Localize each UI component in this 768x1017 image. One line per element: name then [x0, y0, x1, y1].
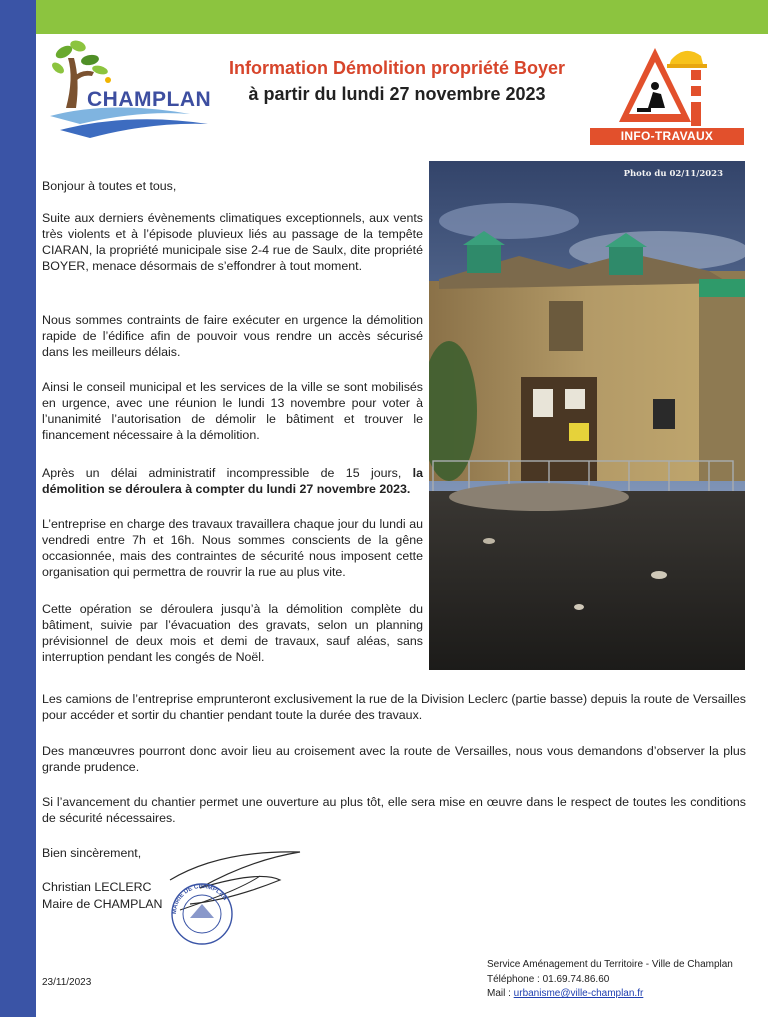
logo-text: CHAMPLAN	[87, 88, 212, 111]
paragraph-schedule: L’entreprise en charge des travaux travaillera chaque jour du lundi au vendredi entre 7h et 16h. Nous sommes conscients de la gêne occasionnée, mais des contraintes de sécurité nous imposent cette organisation qui permettra de rouvrir la rue au plus vite.	[42, 517, 423, 580]
footer-mail-label: Mail :	[487, 988, 514, 999]
paragraph-duration: Cette opération se déroulera jusqu’à la démolition complète du bâtiment, suivie par l’évacuation des gravats, selon un planning prévisionnel de deux mois et demi de travaux, sauf aléas, sans interruption pendant les congés de Noël.	[42, 602, 423, 665]
building-photo	[429, 161, 745, 670]
champlan-logo	[50, 38, 212, 144]
top-green-band	[36, 0, 768, 34]
start-date-intro: Après un délai administratif incompressible de 15 jours,	[42, 466, 413, 480]
page-title: Information Démolition propriété Boyer	[228, 58, 566, 78]
signer-name: Christian LECLERC	[42, 880, 152, 894]
footer-service: Service Aménagement du Territoire - Ville de Champlan	[487, 959, 733, 970]
document-date: 23/11/2023	[42, 977, 92, 988]
stamp-text: MAIRIE DE CHAMPLAN	[171, 883, 228, 915]
paragraph-urgency: Nous sommes contraints de faire exécuter en urgence la démolition rapide de l’édifice afin de pouvoir vous rendre un accès sécurisé dans les meilleurs délais.	[42, 313, 423, 360]
greeting: Bonjour à toutes et tous,	[42, 179, 177, 193]
start-date-highlight: la démolition se déroulera à compter du lundi 27 novembre 2023.	[42, 466, 423, 497]
paragraph-storm: Suite aux derniers évènements climatiques exceptionnels, aux vents très violents et à l’épisode pluvieux liés au passage de la tempête CIARAN, la propriété municipale sise 2-4 rue de Saulx, dite propriété BOYER, menace désormais de s’effondrer à tout moment.	[42, 211, 423, 274]
left-sidebar-band	[0, 0, 36, 1017]
footer-contact	[487, 958, 733, 1002]
paragraph-start-date	[42, 465, 423, 497]
page-subtitle: à partir du lundi 27 novembre 2023	[248, 84, 546, 104]
closing: Bien sincèrement,	[42, 846, 142, 860]
info-travaux-badge: INFO-TRAVAUX	[590, 128, 744, 145]
footer-phone: Téléphone : 01.69.74.86.60	[487, 973, 610, 985]
photo-caption: Photo du 02/11/2023	[623, 169, 723, 179]
paragraph-trucks: Les camions de l’entreprise emprunteront exclusivement la rue de la Division Leclerc (partie basse) depuis la route de Versailles pour accéder et sortir du chantier pendant toute la durée des travaux.	[42, 692, 746, 723]
paragraph-early-opening: Si l’avancement du chantier permet une ouverture au plus tôt, elle sera mise en œuvre dans le respect de toutes les conditions de sécurité nécessaires.	[42, 795, 746, 826]
signature-icon	[160, 840, 310, 950]
paragraph-caution: Des manœuvres pourront donc avoir lieu au croisement avec la route de Versailles, nous vous demandons d’observer la plus grande prudence.	[42, 744, 746, 775]
paragraph-council: Ainsi le conseil municipal et les services de la ville se sont mobilisés en urgence, avec une réunion le lundi 13 novembre pour voter à l’unanimité l’autorisation de démolir le bâtiment et trouver le financement nécessaire à la démolition.	[42, 380, 423, 443]
mayor-signature-and-stamp	[160, 840, 310, 950]
signer-title: Maire de CHAMPLAN	[42, 897, 163, 911]
roadworks-sign-icon	[615, 42, 721, 128]
footer-mail-link[interactable]: urbanisme@ville-champlan.fr	[513, 988, 644, 999]
footer-mail-line	[487, 987, 733, 1002]
